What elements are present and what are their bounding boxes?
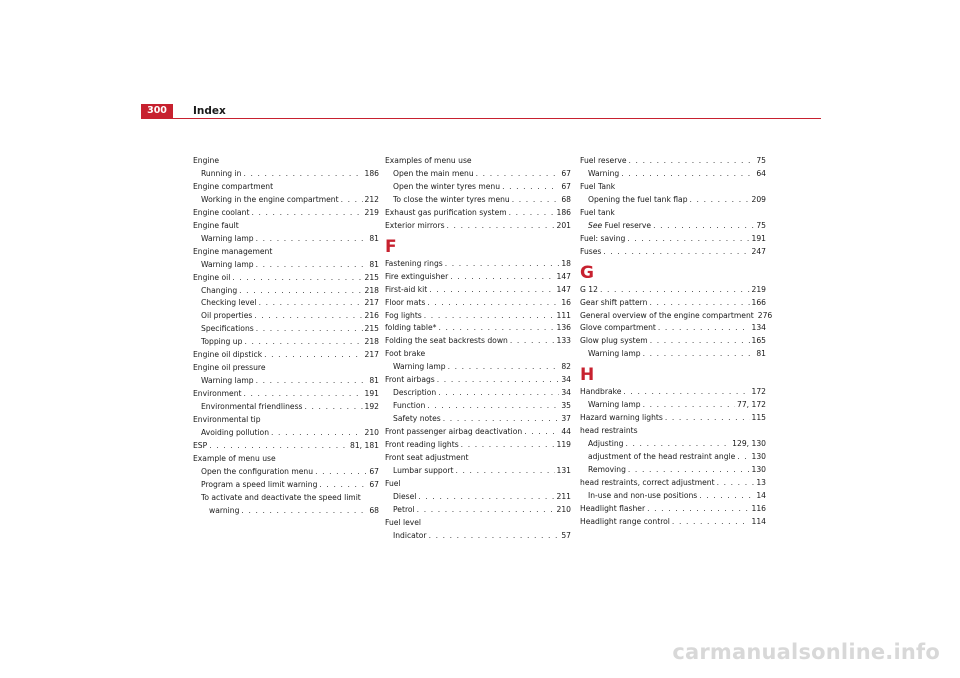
page-reference: 81 — [369, 259, 379, 269]
entry-label: Specifications — [201, 324, 254, 334]
page-reference: 116 — [751, 503, 766, 513]
index-entry — [193, 194, 379, 207]
entry-label: Fuses — [580, 246, 602, 256]
page-reference: 18 — [561, 258, 571, 268]
index-entry — [580, 490, 766, 503]
index-entry — [385, 207, 571, 220]
leader-dots — [699, 490, 754, 503]
leader-dots — [256, 259, 368, 272]
leader-dots — [232, 272, 362, 285]
index-entry — [385, 322, 571, 335]
leader-dots — [502, 181, 559, 194]
index-column-2 — [385, 155, 571, 543]
leader-dots — [341, 194, 363, 207]
entry-label: Adjusting — [588, 439, 624, 449]
page-reference: 209 — [751, 194, 766, 204]
page-reference: 210 — [364, 428, 379, 438]
page-reference: 67 — [561, 168, 571, 178]
leader-dots — [244, 336, 362, 349]
page-reference: 81 — [369, 233, 379, 243]
leader-dots — [447, 220, 555, 233]
index-entry — [193, 336, 379, 349]
page-reference: 186 — [556, 207, 571, 217]
leader-dots — [737, 451, 749, 464]
page-reference: 147 — [556, 271, 571, 281]
index-entry — [193, 272, 379, 285]
page-reference: 210 — [556, 504, 571, 514]
header-rule — [141, 118, 821, 119]
index-entry — [385, 271, 571, 284]
entry-label: Environmental friendliness — [201, 402, 303, 412]
leader-dots — [524, 426, 559, 439]
leader-dots — [665, 412, 750, 425]
entry-label: Headlight flasher — [580, 503, 646, 513]
entry-label: Open the winter tyres menu — [393, 181, 501, 191]
entry-label: Avoiding pollution — [201, 428, 270, 438]
leader-dots — [443, 413, 560, 426]
page-reference: 276 — [757, 310, 773, 320]
index-column-1 — [193, 155, 379, 518]
page-reference: 111 — [556, 310, 571, 320]
page-reference: 134 — [751, 323, 766, 333]
page-reference: 34 — [561, 388, 571, 398]
page-reference: 57 — [561, 530, 571, 540]
index-entry — [580, 438, 766, 451]
entry-label: General overview of the engine compartment — [580, 310, 754, 320]
page-reference: 217 — [364, 298, 379, 308]
leader-dots — [418, 491, 554, 504]
entry-label: First-aid kit — [385, 284, 428, 294]
page-reference: 216 — [364, 311, 379, 321]
page-reference: 35 — [561, 401, 571, 411]
page-reference: 13 — [756, 478, 766, 488]
index-entry — [193, 427, 379, 440]
entry-label — [588, 220, 651, 233]
index-heading: Engine management — [193, 246, 273, 256]
entry-label: Floor mats — [385, 297, 426, 307]
entry-label: Gear shift pattern — [580, 297, 648, 307]
index-entry — [193, 233, 379, 246]
leader-dots — [438, 322, 554, 335]
entry-label: Folding the seat backrests down — [385, 336, 508, 346]
page-reference: 147 — [556, 284, 571, 294]
page-reference: 67 — [561, 181, 571, 191]
index-entry — [580, 386, 766, 399]
entry-label: In-use and non-use positions — [588, 490, 698, 500]
entry-label: Headlight range control — [580, 516, 670, 526]
index-entry — [580, 412, 766, 425]
leader-dots — [603, 246, 749, 259]
index-heading: Foot brake — [385, 349, 426, 359]
index-heading: Examples of menu use — [385, 156, 472, 165]
page-reference: 77, 172 — [737, 400, 766, 410]
leader-dots — [627, 233, 749, 246]
page-reference: 219 — [751, 284, 766, 294]
index-entry — [385, 413, 571, 426]
entry-label: Exhaust gas purification system — [385, 207, 507, 217]
leader-dots — [244, 388, 363, 401]
page-reference: 114 — [751, 516, 766, 526]
entry-label: Glow plug system — [580, 336, 648, 346]
leader-dots — [315, 466, 367, 479]
index-heading: head restraints — [580, 426, 638, 436]
index-entry — [385, 439, 571, 452]
index-entry — [385, 220, 571, 233]
leader-dots — [650, 335, 750, 348]
page-reference: 247 — [751, 246, 766, 256]
leader-dots — [653, 220, 754, 233]
see-reference: See — [588, 220, 603, 230]
page-reference: 217 — [364, 350, 379, 360]
page-reference: 67 — [369, 466, 379, 476]
page-reference: 215 — [364, 272, 379, 282]
entry-label: Description — [393, 388, 437, 398]
page-reference: 201 — [556, 220, 571, 230]
index-entry — [385, 194, 571, 207]
index-entry — [385, 387, 571, 400]
see-target: Fuel reserve — [604, 220, 652, 230]
leader-dots — [445, 258, 560, 271]
page-reference: 81, 181 — [350, 440, 379, 450]
page-reference: 186 — [364, 168, 379, 178]
index-entry — [385, 374, 571, 387]
entry-label: Warning lamp — [201, 233, 254, 243]
page-reference: 64 — [756, 168, 766, 178]
index-entry — [580, 246, 766, 259]
index-entry — [193, 479, 379, 492]
page-title: Index — [193, 105, 226, 117]
index-entry — [580, 451, 766, 464]
leader-dots — [427, 400, 559, 413]
index-column-3 — [580, 155, 773, 529]
page-reference: 129, 130 — [732, 439, 766, 449]
leader-dots — [256, 323, 363, 336]
index-heading: Fuel level — [385, 517, 422, 527]
leader-dots — [259, 297, 363, 310]
entry-label: To close the winter tyres menu — [393, 194, 510, 204]
page-reference: 68 — [369, 505, 379, 515]
leader-dots — [717, 477, 755, 490]
page-reference: 166 — [751, 297, 766, 307]
entry-label: Program a speed limit warning — [201, 479, 318, 489]
section-letter: F — [385, 236, 397, 257]
leader-dots — [264, 349, 362, 362]
index-heading: Engine — [193, 156, 220, 165]
page-reference: 165 — [751, 336, 766, 346]
leader-dots — [623, 386, 749, 399]
entry-label: adjustment of the head restraint angle — [588, 452, 736, 462]
entry-label: Working in the engine compartment — [201, 194, 339, 204]
index-entry — [193, 207, 379, 220]
entry-label: folding table* — [385, 323, 437, 333]
entry-label: Fog lights — [385, 310, 422, 320]
entry-label: Warning lamp — [201, 376, 254, 386]
leader-dots — [209, 440, 348, 453]
entry-label: Oil properties — [201, 311, 253, 321]
entry-label: Open the main menu — [393, 168, 474, 178]
index-entry — [193, 466, 379, 479]
leader-dots — [672, 516, 750, 529]
leader-dots — [241, 505, 367, 518]
page-reference: 82 — [561, 362, 571, 372]
index-entry — [580, 233, 766, 246]
entry-label: Opening the fuel tank flap — [588, 194, 688, 204]
index-entry — [580, 348, 766, 361]
entry-label: Front airbags — [385, 375, 435, 385]
entry-label: Warning lamp — [588, 349, 641, 359]
page-reference: 136 — [556, 323, 571, 333]
index-entry — [385, 335, 571, 348]
leader-dots — [427, 297, 559, 310]
leader-dots — [271, 427, 362, 440]
leader-dots — [476, 168, 560, 181]
index-entry — [580, 310, 773, 323]
page-reference: 14 — [756, 490, 766, 500]
index-heading: Engine compartment — [193, 181, 274, 191]
entry-label: ESP — [193, 440, 208, 450]
entry-label: Topping up — [201, 337, 243, 347]
entry-label: Petrol — [393, 504, 415, 514]
index-entry — [193, 297, 379, 310]
leader-dots — [643, 399, 735, 412]
index-heading: Engine oil pressure — [193, 363, 266, 373]
page-reference: 16 — [561, 297, 571, 307]
index-entry — [580, 503, 766, 516]
page-reference: 133 — [556, 336, 571, 346]
leader-dots — [509, 207, 555, 220]
page-reference: 212 — [364, 194, 379, 204]
index-entry — [385, 530, 571, 543]
index-entry — [193, 401, 379, 414]
leader-dots — [649, 297, 749, 310]
index-entry — [193, 388, 379, 401]
leader-dots — [437, 374, 560, 387]
index-entry — [193, 285, 379, 298]
entry-label: Fuel reserve — [580, 156, 627, 165]
index-entry — [580, 335, 766, 348]
index-entry — [580, 464, 766, 477]
index-entry — [193, 168, 379, 181]
index-entry — [385, 297, 571, 310]
index-entry — [385, 258, 571, 271]
page-reference: 81 — [756, 349, 766, 359]
entry-label: Environment — [193, 389, 242, 399]
page-reference: 81 — [369, 376, 379, 386]
entry-label: Fire extinguisher — [385, 271, 449, 281]
page-reference: 68 — [561, 194, 571, 204]
entry-label: G 12 — [580, 284, 598, 294]
entry-label: Fuel: saving — [580, 233, 626, 243]
index-entry — [385, 181, 571, 194]
index-entry — [385, 168, 571, 181]
leader-dots — [647, 503, 749, 516]
entry-label: Checking level — [201, 298, 257, 308]
index-entry — [580, 477, 766, 490]
index-entry — [580, 155, 766, 168]
page-reference: 44 — [561, 427, 571, 437]
leader-dots — [690, 194, 750, 207]
index-heading: Environmental tip — [193, 415, 261, 425]
leader-dots — [461, 439, 555, 452]
index-entry — [385, 361, 571, 374]
page-reference: 191 — [751, 233, 766, 243]
page-reference: 37 — [561, 414, 571, 424]
entry-label: Fastening rings — [385, 258, 443, 268]
page-reference: 131 — [556, 465, 571, 475]
index-entry — [193, 375, 379, 388]
index-entry — [193, 440, 379, 453]
page-reference: 67 — [369, 479, 379, 489]
index-entry — [193, 323, 379, 336]
page-reference: 215 — [364, 324, 379, 334]
section-letter: G — [580, 262, 594, 283]
page-reference: 34 — [561, 375, 571, 385]
entry-label: Engine oil dipstick — [193, 350, 263, 360]
leader-dots — [254, 310, 362, 323]
entry-label: head restraints, correct adjustment — [580, 478, 715, 488]
index-entry — [580, 168, 766, 181]
entry-label: Front reading lights — [385, 440, 459, 450]
leader-dots — [455, 465, 554, 478]
leader-dots — [319, 479, 367, 492]
entry-label: Safety notes — [393, 414, 441, 424]
entry-label: Removing — [588, 465, 626, 475]
index-entry — [193, 505, 379, 518]
leader-dots — [510, 335, 555, 348]
index-heading: Fuel — [385, 478, 401, 488]
entry-label: Warning lamp — [588, 400, 641, 410]
section-letter: H — [580, 365, 595, 386]
index-entry — [580, 220, 766, 233]
entry-label: Front passenger airbag deactivation — [385, 427, 523, 437]
index-entry — [580, 399, 766, 412]
leader-dots — [438, 387, 559, 400]
index-entry — [385, 491, 571, 504]
index-entry — [580, 322, 766, 335]
leader-dots — [305, 401, 363, 414]
index-entry — [385, 310, 571, 323]
leader-dots — [448, 361, 560, 374]
entry-label: Diesel — [393, 491, 417, 501]
index-heading: Fuel Tank — [580, 181, 616, 191]
entry-label: Warning lamp — [393, 362, 446, 372]
page-reference: 172 — [751, 387, 766, 397]
index-heading: To activate and deactivate the speed limit — [201, 492, 361, 502]
entry-label: Indicator — [393, 530, 427, 540]
page-reference: 130 — [751, 465, 766, 475]
page-number: 300 — [141, 104, 173, 118]
entry-label: Changing — [201, 285, 238, 295]
leader-dots — [243, 168, 362, 181]
leader-dots — [643, 348, 755, 361]
index-heading: Fuel tank — [580, 207, 615, 217]
index-entry — [193, 310, 379, 323]
watermark: carmanualsonline.info — [672, 640, 940, 664]
index-entry — [580, 194, 766, 207]
entry-label: Lumbar support — [393, 465, 454, 475]
index-entry — [385, 504, 571, 517]
index-entry — [193, 349, 379, 362]
leader-dots — [239, 285, 362, 298]
page-reference: 219 — [364, 207, 379, 217]
index-entry — [385, 284, 571, 297]
leader-dots — [629, 155, 755, 168]
leader-dots — [658, 322, 750, 335]
leader-dots — [256, 233, 368, 246]
page-reference: 75 — [756, 156, 766, 165]
entry-label: Warning — [588, 168, 620, 178]
index-entry — [580, 297, 766, 310]
entry-label: Glove compartment — [580, 323, 656, 333]
leader-dots — [628, 464, 750, 477]
page-reference: 119 — [556, 440, 571, 450]
entry-label: Handbrake — [580, 387, 622, 397]
index-heading: Example of menu use — [193, 453, 276, 463]
leader-dots — [417, 504, 555, 517]
index-entry — [193, 259, 379, 272]
index-entry — [580, 516, 766, 529]
page-reference: 192 — [364, 402, 379, 412]
index-heading: Front seat adjustment — [385, 453, 469, 463]
entry-label: Exterior mirrors — [385, 220, 445, 230]
leader-dots — [429, 530, 560, 543]
page-reference: 115 — [751, 413, 766, 423]
entry-label: Hazard warning lights — [580, 413, 663, 423]
leader-dots — [450, 271, 554, 284]
page-reference: 218 — [364, 337, 379, 347]
index-entry — [385, 426, 571, 439]
leader-dots — [251, 207, 362, 220]
index-entry — [580, 284, 766, 297]
index-heading: Engine fault — [193, 220, 239, 230]
entry-label: Engine coolant — [193, 207, 250, 217]
leader-dots — [512, 194, 560, 207]
page-reference: 75 — [756, 220, 766, 230]
index-entry — [385, 465, 571, 478]
page-reference: 191 — [364, 389, 379, 399]
entry-label: Engine oil — [193, 272, 231, 282]
entry-label: warning — [209, 505, 240, 515]
leader-dots — [600, 284, 750, 297]
leader-dots — [429, 284, 554, 297]
page-reference: 130 — [751, 452, 766, 462]
leader-dots — [424, 310, 555, 323]
page-reference: 211 — [556, 491, 571, 501]
entry-label: Running in — [201, 168, 242, 178]
index-entry — [385, 400, 571, 413]
entry-label: Open the configuration menu — [201, 466, 314, 476]
entry-label: Warning lamp — [201, 259, 254, 269]
page-reference: 218 — [364, 285, 379, 295]
leader-dots — [625, 438, 730, 451]
leader-dots — [256, 375, 368, 388]
entry-label: Function — [393, 401, 426, 411]
leader-dots — [621, 168, 754, 181]
